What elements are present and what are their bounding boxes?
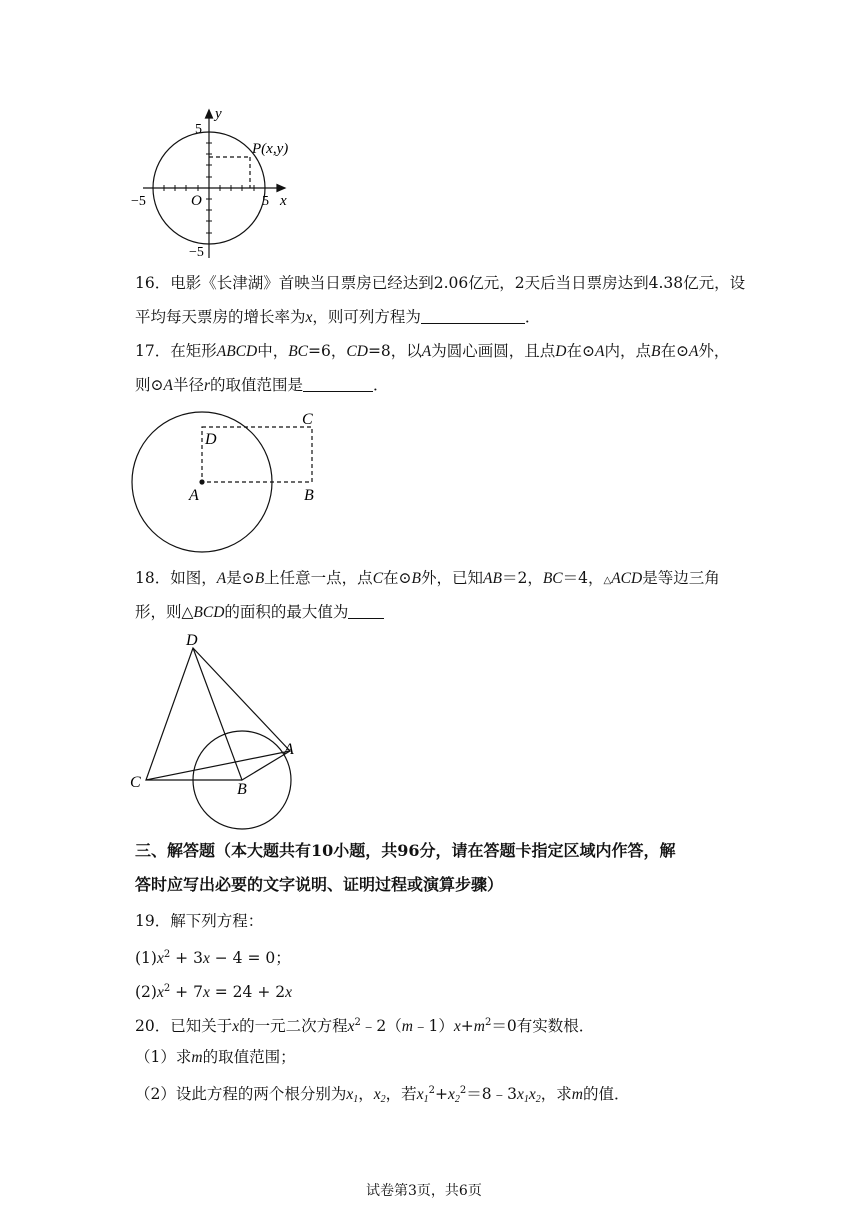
q20-part1: （1）求m的取值范围；	[135, 1048, 296, 1066]
x-axis-label: x	[280, 193, 287, 209]
section3-heading-line2: 答时应写出必要的文字说明、证明过程或演算步骤）	[135, 875, 504, 894]
q19-eq2: $(2)x^2 + 7x = 24 + 2x$	[135, 983, 292, 1001]
center-point-a	[199, 479, 204, 484]
label-b: B	[304, 487, 314, 504]
q17-line2: 则⊙A半径r的取值范围是 ．	[135, 376, 389, 394]
q18-line2: 形，则△BCD的面积的最大值为	[135, 601, 384, 624]
section3-heading-line1: 三、解答题（本大题共有10小题，共96分，请在答题卡指定区域内作答，解	[135, 841, 676, 860]
q19-title: 19．解下列方程：	[135, 912, 264, 930]
q16-line1: 16．电影《长津湖》首映当日票房已经达到2.06亿元，2天后当日票房达到4.38亿元，设	[135, 274, 746, 292]
answer-blank[interactable]	[348, 602, 384, 619]
x-tick-neg5: −5	[131, 194, 146, 209]
label-b: B	[237, 781, 247, 798]
q20-part2: （2）设此方程的两个根分别为$x_1$，$x_2$，若$x_1^2+x_2^2=8﹣3x_1x_2$，求m的值．	[135, 1085, 630, 1105]
answer-blank[interactable]	[303, 375, 373, 392]
label-a: A	[189, 487, 199, 504]
coordinate-circle-figure	[125, 100, 305, 270]
rectangle-abcd	[202, 427, 312, 482]
label-c: C	[130, 774, 141, 791]
q16-line2: 平均每天票房的增长率为x，则可列方程为 ．	[135, 308, 541, 326]
y-tick-neg5: −5	[189, 245, 204, 260]
rectangle-circle-figure	[125, 405, 335, 555]
point-p-label: P(x,y)	[252, 141, 289, 157]
q20-stem: 20．已知关于x的一元二次方程$x^2﹣2(m﹣1)x+m^2=0$有实数根．	[135, 1017, 595, 1035]
triangle-circle-figure	[125, 630, 325, 835]
y-axis-label: y	[215, 106, 222, 122]
label-d: D	[205, 431, 217, 448]
q19-eq1: $(1)x^2 + 3x - 4 = 0$；	[135, 949, 291, 967]
q18-line1: 18．如图，A是⊙B上任意一点，点C在⊙B外，已知AB＝2，BC＝4，△ACD是等边三角	[135, 569, 720, 587]
answer-blank[interactable]	[421, 307, 525, 324]
page-footer: 试卷第3页，共6页	[366, 1183, 482, 1199]
x-tick-5: 5	[262, 194, 269, 209]
label-a: A	[284, 741, 294, 758]
origin-label: O	[191, 193, 202, 209]
label-c: C	[302, 411, 313, 428]
label-d: D	[186, 632, 198, 649]
y-tick-5: 5	[195, 122, 202, 137]
q17-line1: 17．在矩形ABCD中，BC=6，CD=8，以A为圆心画圆，且点D在⊙A内，点B在⊙A外，	[135, 342, 730, 360]
